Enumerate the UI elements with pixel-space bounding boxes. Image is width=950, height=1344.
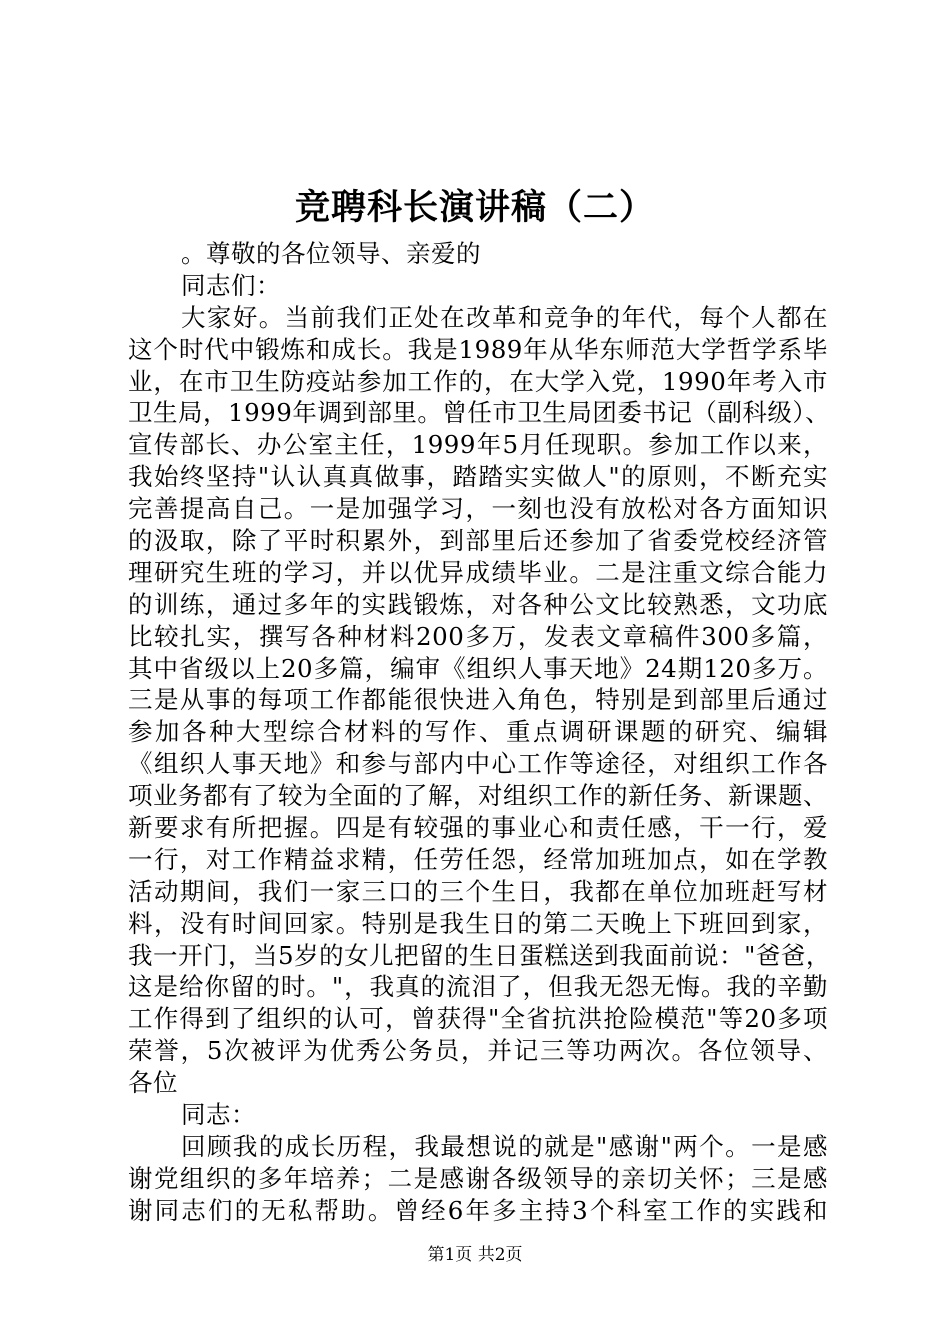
paragraph-line: 我始终坚持"认认真真做事，踏踏实实做人"的原则，不断充实 [128,462,828,492]
paragraph-line: 活动期间，我们一家三口的三个生日，我都在单位加班赶写材 [128,876,828,906]
paragraph-line: 料，没有时间回家。特别是我生日的第二天晚上下班回到家， [128,908,828,938]
paragraph-line: 这个时代中锻炼和成长。我是1989年从华东师范大学哲学系毕 [128,334,828,364]
paragraph-line: 的汲取，除了平时积累外，到部里后还参加了省委党校经济管 [128,526,828,556]
paragraph-line: 我一开门，当5岁的女儿把留的生日蛋糕送到我面前说："爸爸， [128,940,831,970]
paragraph-line: 的训练，通过多年的实践锻炼，对各种公文比较熟悉，文功底 [128,589,828,619]
paragraph-line: 项业务都有了较为全面的了解，对组织工作的新任务、新课题、 [128,781,828,811]
paragraph-line: 宣传部长、办公室主任，1999年5月任现职。参加工作以来， [128,430,828,460]
paragraph-line: 卫生局，1999年调到部里。曾任市卫生局团委书记（副科级）、 [128,398,831,428]
paragraph-line: 《组织人事天地》和参与部内中心工作等途径，对组织工作各 [128,749,828,779]
paragraph-line: 三是从事的每项工作都能很快进入角色，特别是到部里后通过 [128,685,828,715]
paragraph-line: 大家好。当前我们正处在改革和竞争的年代，每个人都在 [181,302,828,332]
paragraph-line: 参加各种大型综合材料的写作、重点调研课题的研究、编辑 [128,717,828,747]
paragraph-line: 。尊敬的各位领导、亲爱的 [181,239,481,268]
paragraph-line: 比较扎实，撰写各种材料200多万，发表文章稿件300多篇， [128,621,828,651]
paragraph-line: 工作得到了组织的认可，曾获得"全省抗洪抢险模范"等20多项 [128,1004,828,1034]
paragraph-line: 回顾我的成长历程，我最想说的就是"感谢"两个。一是感 [181,1131,828,1161]
paragraph-line: 一行，对工作精益求精，任劳任怨，经常加班加点，如在学教 [128,844,828,874]
paragraph-line: 各位 [128,1068,178,1098]
paragraph-line: 谢党组织的多年培养；二是感谢各级领导的亲切关怀；三是感 [128,1163,828,1193]
page-footer: 第1页 共2页 [427,1245,523,1265]
paragraph-line: 同志： [181,1100,256,1130]
paragraph-line: 理研究生班的学习，并以优异成绩毕业。二是注重文综合能力 [128,557,828,587]
paragraph-line: 完善提高自己。一是加强学习，一刻也没有放松对各方面知识 [128,494,828,524]
paragraph-line: 业，在市卫生防疫站参加工作的，在大学入党，1990年考入市 [128,366,828,396]
paragraph-line: 新要求有所把握。四是有较强的事业心和责任感，干一行，爱 [128,813,828,843]
paragraph-line: 其中省级以上20多篇，编审《组织人事天地》24期120多万。 [128,653,828,683]
paragraph-line: 谢同志们的无私帮助。曾经6年多主持3个科室工作的实践和 [128,1195,828,1225]
document-title: 竞聘科长演讲稿（二） [294,187,655,228]
document-body [128,238,831,1227]
paragraph-line: 荣誉，5次被评为优秀公务员，并记三等功两次。各位领导、 [128,1036,828,1066]
paragraph-line: 同志们： [181,270,281,300]
paragraph-line: 这是给你留的时。"，我真的流泪了，但我无怨无悔。我的辛勤 [128,972,828,1002]
